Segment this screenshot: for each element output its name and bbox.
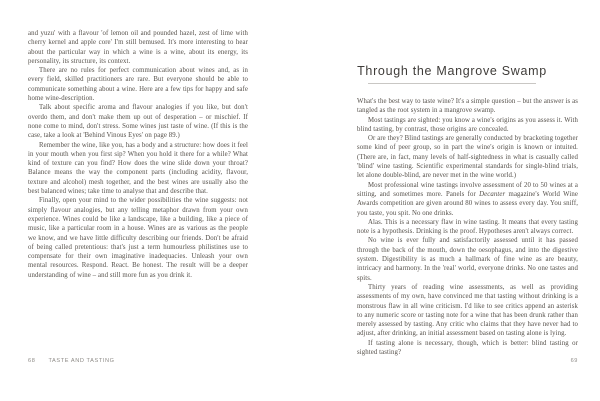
paragraph: Finally, open your mind to the wider possibilities the wine suggests: not simply flavour analogies, but any telling metaphor drawn from your own experience. Wines could be like a landscape, like a building, like a piece of music, like a particular room in a house. Wines are as various as the people we know, and we have little difficulty describing our friends. Don't be afraid of being called pretentious: that's just a term humourless philistines use to compensate for their own imaginative inadequacies. Unleash your own mental resources. Respond. React. Be honest. The result will be a deeper understanding of wine – and still more fun as you drink it. xyxy=(28,197,248,279)
paragraph: Or are they? Blind tastings are generally conducted by bracketing together some kind of peer group, so in part the wine's origin is known or intuited. (There are, in fact, many levels of half-sightedness in what is casually called 'blind' wine tasting. Scientific experimental standards for single-blind trials, let alone double-blind, are never met in the wine world.) xyxy=(357,135,578,180)
paragraph: Thirty years of reading wine assessments, as well as providing assessments of my own, have convinced me that tasting without drinking is a monstrous flaw in all wine criticism. I'd like to see critics append an asterisk to any numeric score or tasting note for a wine that has been drunk rather than merely assessed by tasting. Any critic who claims that they have never had to adjust, after drinking, an initial assessment based on tasting alone is lying. xyxy=(357,283,578,338)
left-page-footer xyxy=(28,358,248,364)
paragraph: Alas. This is a necessary flaw in wine tasting. It means that every tasting note is a hypothesis. Drinking is the proof. Hypotheses aren't always correct. xyxy=(357,218,578,236)
paragraph: What's the best way to taste wine? It's a simple question – but the answer is as tangled as the root system in a mangrove swamp. xyxy=(357,98,578,115)
left-page-number: 68 xyxy=(28,358,36,364)
paragraph: Remember the wine, like you, has a body and a structure: how does it feel in your mouth when you first sip? When you hold it there for a while? What kind of texture can you find? How does the wine slide down your throat? Balance means the way the component parts (including acidity, flavour, texture and alcohol) mesh together, and the best wines are usually also the best balanced wines; take time to analyse that and describe that. xyxy=(28,141,248,196)
paragraph: If tasting alone is necessary, though, which is better: blind tasting or sighted tasting? xyxy=(357,339,578,357)
chapter-heading: Through the Mangrove Swamp xyxy=(357,64,547,78)
right-page-text xyxy=(357,97,578,357)
heading-rule xyxy=(368,83,536,84)
paragraph: Most professional wine tastings involve assessment of 20 to 50 wines at a sitting, and sometimes more. Panels for Decanter magazine's World Wine Awards competition are given around 80 wines to assess every day. You sniff, you taste, you spit. No one drinks. xyxy=(357,181,578,217)
paragraph: Most tastings are sighted: you know a wine's origins as you assess it. With blind tasting, by contrast, those origins are concealed. xyxy=(357,116,578,133)
left-page-text xyxy=(28,29,248,280)
running-title: TASTE AND TASTING xyxy=(48,358,115,364)
right-page-footer xyxy=(357,358,578,364)
paragraph: No wine is ever fully and satisfactorily assessed until it has passed through the back of the mouth, down the oesophagus, and into the digestive system. Digestibility is as much a hallmark of fine wine as are beauty, intricacy and harmony. In the 'real' world, everyone drinks. No one tastes and spits. xyxy=(357,237,578,282)
chapter-heading-block xyxy=(342,64,562,84)
right-page-number: 69 xyxy=(570,358,578,364)
paragraph: Talk about specific aroma and flavour analogies if you like, but don't overdo them, and don't make them up out of desperation – or mischief. If none come to mind, don't stress. Some wines just taste of wine. (If this is the case, take a look at 'Behind Vinous Eyes' on page 89.) xyxy=(28,104,248,140)
paragraph: and yuzu' with a flavour 'of lemon oil and pounded hazel, zest of lime with cherry kernel and apple core' I'm still bemused. It's more interesting to hear about the particular way in which a wine is a wine, about its energy, its personality, its structure, its context. xyxy=(28,30,248,65)
paragraph: There are no rules for perfect communication about wines and, as in every field, skilled practitioners are rare. But everyone should be able to communicate something about a wine. Here are a few tips for happy and safe home wine-description. xyxy=(28,67,248,103)
